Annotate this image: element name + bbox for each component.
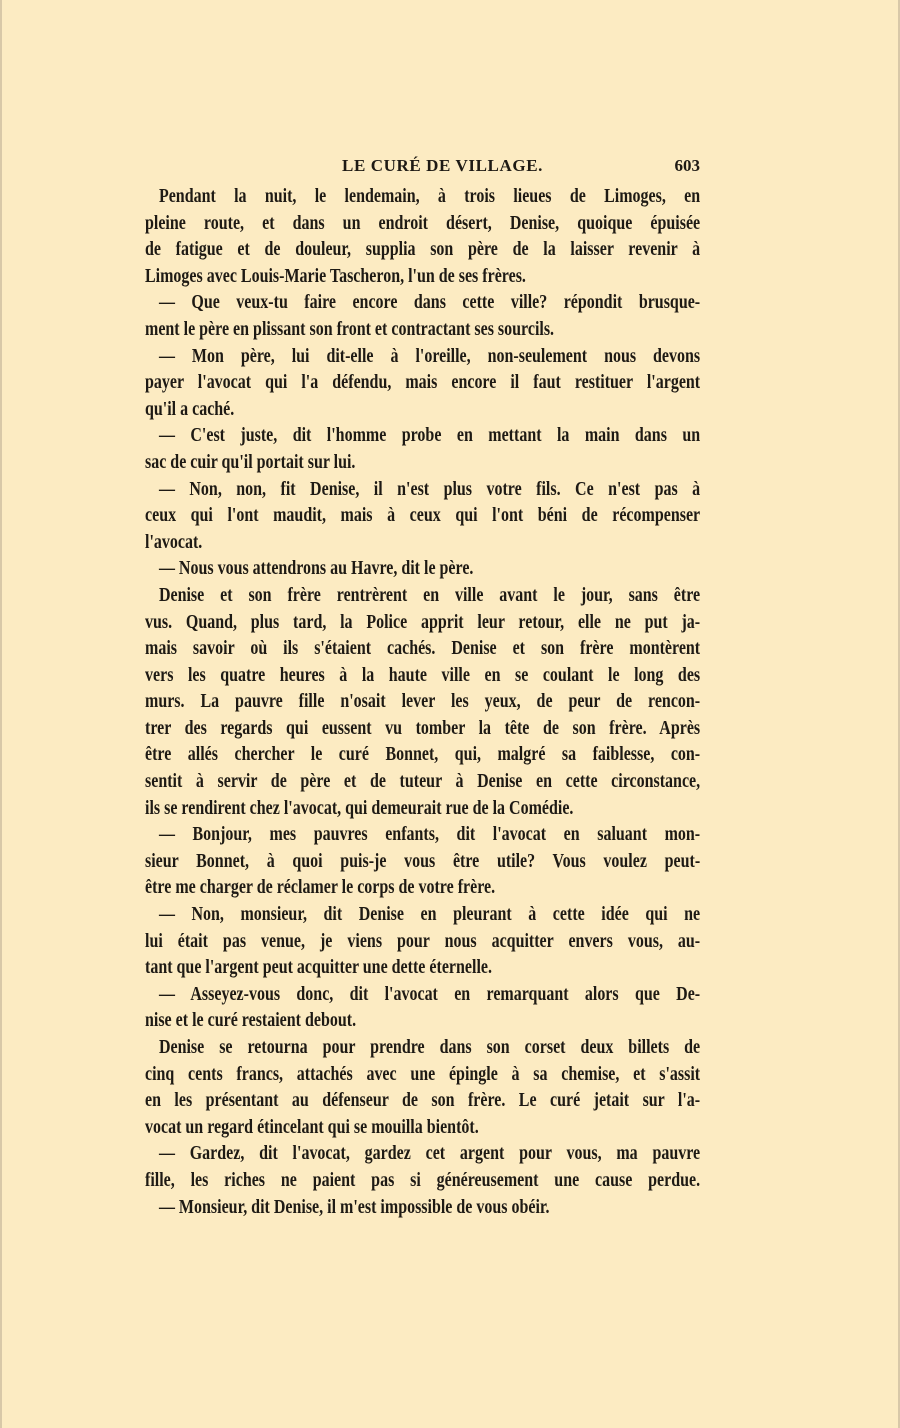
text-line: Limoges avec Louis-Marie Tascheron, l'un de ses frères. <box>145 265 526 287</box>
text-line: être me charger de réclamer le corps de votre frère. <box>145 877 496 899</box>
text-line: ment le père en plissant son front et contractant ses sourcils. <box>145 318 555 340</box>
text-line: mais savoir où ils s'étaient cachés. Denise et son frère montèrent <box>145 638 701 660</box>
text-line: — C'est juste, dit l'homme probe en mettant la main dans un <box>158 425 701 447</box>
text-line: en les présentant au défenseur de son frère. Le curé jetait sur l'a- <box>145 1090 701 1112</box>
text-line: l'avocat. <box>145 531 203 553</box>
text-line: vocat un regard étincelant qui se mouilla bientôt. <box>145 1116 479 1138</box>
text-line: — Monsieur, dit Denise, il m'est impossible de vous obéir. <box>158 1196 550 1218</box>
text-line: être allés chercher le curé Bonnet, qui, malgré sa faiblesse, con- <box>145 744 701 766</box>
page-number: 603 <box>674 156 700 175</box>
text-line: qu'il a caché. <box>145 398 235 420</box>
text-line: sentit à servir de père et de tuteur à Denise en cette circonstance, <box>145 771 701 793</box>
text-line: pleine route, et dans un endroit désert, Denise, quoique épuisée <box>145 212 701 234</box>
text-line: trer des regards qui eussent vu tomber la tête de son frère. Après <box>145 717 701 739</box>
text-line: — Bonjour, mes pauvres enfants, dit l'avocat en saluant mon- <box>158 824 701 846</box>
text-line: payer l'avocat qui l'a défendu, mais encore il faut restituer l'argent <box>145 372 701 394</box>
text-line: de fatigue et de douleur, supplia son père de la laisser revenir à <box>145 239 701 261</box>
text-line: — Non, non, fit Denise, il n'est plus votre fils. Ce n'est pas à <box>158 478 701 500</box>
body-text <box>145 184 700 1221</box>
text-line: cinq cents francs, attachés avec une épingle à sa chemise, et s'assit <box>145 1063 701 1085</box>
text-line: — Nous vous attendrons au Havre, dit le père. <box>158 558 474 580</box>
text-line: ceux qui l'ont maudit, mais à ceux qui l'ont béni de récompenser <box>145 505 701 527</box>
text-line: vus. Quand, plus tard, la Police apprit leur retour, elle ne put ja- <box>145 611 701 633</box>
running-head <box>145 156 700 180</box>
text-line: Denise se retourna pour prendre dans son corset deux billets de <box>158 1037 701 1058</box>
text-line: — Que veux-tu faire encore dans cette ville? répondit brusque- <box>158 292 701 314</box>
text-line: — Asseyez-vous donc, dit l'avocat en remarquant alors que De- <box>158 983 701 1005</box>
text-line: Denise et son frère rentrèrent en ville avant le jour, sans être <box>158 584 701 606</box>
text-line: lui était pas venue, je viens pour nous acquitter envers vous, au- <box>145 930 701 952</box>
text-line: sieur Bonnet, à quoi puis-je vous être utile? Vous voulez peut- <box>145 850 701 872</box>
text-line: Pendant la nuit, le lendemain, à trois lieues de Limoges, en <box>158 186 701 207</box>
page-left-edge <box>0 0 2 1428</box>
text-line: — Mon père, lui dit-elle à l'oreille, non-seulement nous devons <box>158 345 701 367</box>
running-title: LE CURÉ DE VILLAGE. <box>342 156 543 175</box>
text-line: vers les quatre heures à la haute ville en se coulant le long des <box>145 664 701 686</box>
text-line: tant que l'argent peut acquitter une dette éternelle. <box>145 957 492 979</box>
text-line: — Gardez, dit l'avocat, gardez cet argent pour vous, ma pauvre <box>158 1143 701 1165</box>
text-line: sac de cuir qu'il portait sur lui. <box>145 451 356 473</box>
text-line: fille, les riches ne paient pas si généreusement une cause perdue. <box>145 1169 701 1191</box>
text-line: murs. La pauvre fille n'osait lever les yeux, de peur de rencon- <box>145 691 701 713</box>
text-line: nise et le curé restaient debout. <box>145 1010 357 1032</box>
text-line: ils se rendirent chez l'avocat, qui demeurait rue de la Comédie. <box>145 797 574 819</box>
text-line: — Non, monsieur, dit Denise en pleurant à cette idée qui ne <box>158 904 701 926</box>
